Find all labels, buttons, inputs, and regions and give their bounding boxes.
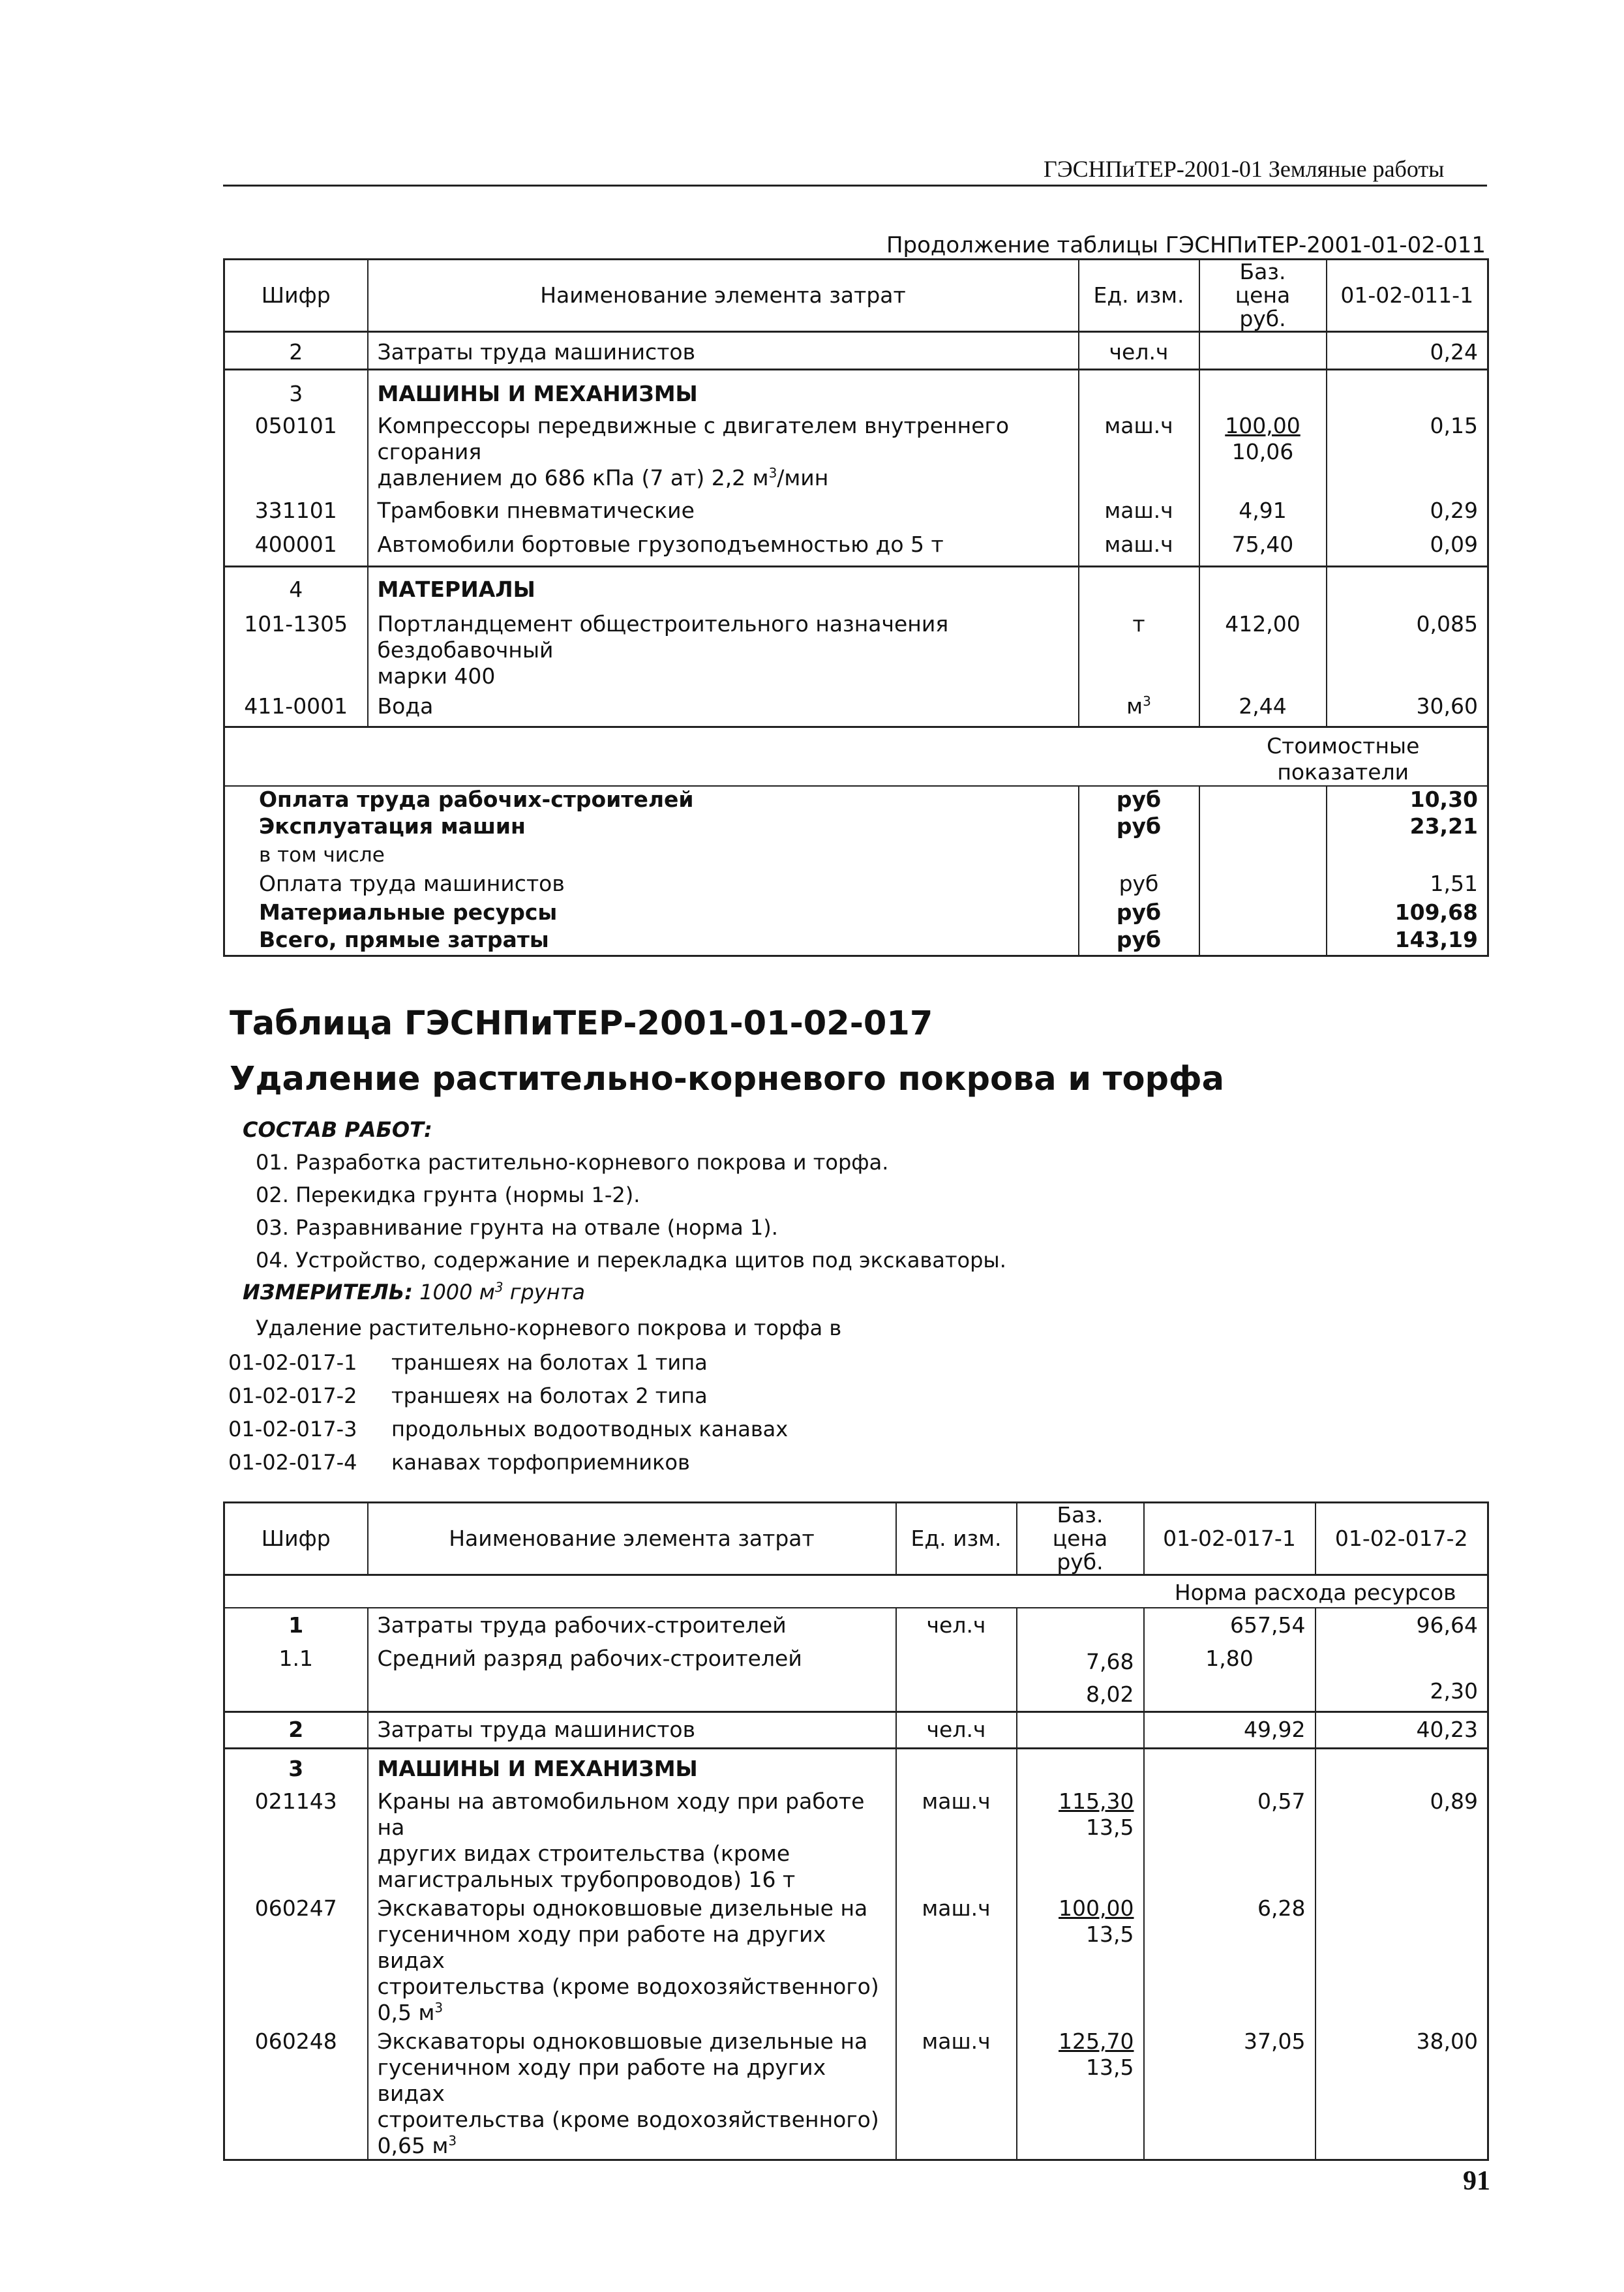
header-price-line2: руб. [1239, 306, 1286, 331]
table-row [224, 1608, 1488, 1643]
cost-unit: руб [1079, 899, 1199, 927]
cost-value: 23,21 [1409, 813, 1478, 839]
row-price [1199, 332, 1327, 370]
row-norm-2 [1316, 1893, 1488, 2026]
row-code: 060248 [224, 2026, 368, 2160]
row-name: Затраты труда машинистов [368, 1711, 896, 1748]
table-header-row [224, 260, 1488, 332]
row-norm: 0,15 [1430, 412, 1478, 438]
section-row [224, 370, 1488, 413]
table-row [224, 413, 1488, 491]
cost-unit: руб [1079, 813, 1199, 842]
row-code: 2 [224, 332, 368, 370]
page-number: 91 [1463, 2166, 1490, 2196]
measure-line [243, 1280, 585, 1304]
row-price: 100,00 10,06 [1199, 413, 1327, 491]
cost-unit: руб [1079, 871, 1199, 899]
cost-row [224, 927, 1488, 956]
table-01-02-017 [223, 1501, 1489, 2161]
table-title: Таблица ГЭСНПиТЕР-2001-01-02-017 [230, 1004, 933, 1043]
cost-unit: руб [1079, 927, 1199, 956]
cost-unit: руб [1079, 786, 1199, 813]
section-code: 3 [224, 1748, 368, 1786]
row-price: 75,40 [1199, 529, 1327, 567]
row-unit: маш.ч [1079, 491, 1199, 529]
cost-value: 109,68 [1394, 899, 1478, 925]
cost-row [224, 871, 1488, 899]
measure-value: 1000 $м^3$ грунта [419, 1279, 585, 1304]
row-code: 331101 [224, 491, 368, 529]
row-unit: чел.ч [896, 1608, 1017, 1643]
header-rule [223, 185, 1487, 187]
row-name: Затраты труда рабочих-строителей [368, 1608, 896, 1643]
table-subtitle: Удаление растительно-корневого покрова и торфа [230, 1060, 1225, 1098]
row-name: Краны на автомобильном ходу при работе на других видах строительства (кроме магистральных трубопроводов) 16 т [368, 1786, 896, 1893]
cost-row [224, 786, 1488, 813]
norm-header: Норма расхода ресурсов [1174, 1580, 1456, 1605]
row-code: 050101 [224, 413, 368, 491]
table-header-row [224, 1503, 1488, 1575]
row-norm: 0,09 [1430, 531, 1478, 557]
row-code: 1.1 [224, 1643, 368, 1712]
table-row [224, 491, 1488, 529]
row-price: 412,00 [1199, 607, 1327, 689]
section-name: МАШИНЫ И МЕХАНИЗМЫ [368, 1748, 896, 1786]
running-head: ГЭСНПиТЕР-2001-01 Земляные работы [1044, 156, 1445, 182]
variant-code: 01-02-017-4 [228, 1450, 357, 1475]
row-norm-2: 2,30 [1430, 1678, 1478, 1704]
row-name: Портландцемент общестроительного назначения бездобавочный марки 400 [368, 607, 1079, 689]
table-row [224, 1711, 1488, 1748]
row-norm-2: 40,23 [1416, 1716, 1478, 1742]
cost-label: Оплата труда рабочих-строителей [224, 786, 1079, 813]
header-name: Наименование элемента затрат [368, 1503, 896, 1575]
variants-intro: Удаление растительно-корневого покрова и торфа в [256, 1316, 842, 1340]
row-norm-2: 96,64 [1416, 1612, 1478, 1638]
section-code: 3 [224, 370, 368, 413]
header-norm: 01-02-011-1 [1340, 282, 1474, 308]
cost-label: Оплата труда машинистов [224, 871, 1079, 899]
section-row [224, 1748, 1488, 1786]
header-unit: Ед. изм. [1079, 260, 1199, 332]
header-unit: Ед. изм. [896, 1503, 1017, 1575]
work-item: 02. Перекидка грунта (нормы 1-2). [256, 1183, 640, 1207]
row-code: 101-1305 [224, 607, 368, 689]
row-norm-1: 1,80 [1144, 1643, 1316, 1712]
cost-row [224, 813, 1488, 842]
row-unit: $м^3$ [1079, 689, 1199, 727]
header-name: Наименование элемента затрат [368, 260, 1079, 332]
row-norm: 0,29 [1430, 497, 1478, 523]
variant-text: канавах торфоприемников [391, 1450, 690, 1475]
row-price: 115,30 13,5 [1017, 1786, 1144, 1893]
row-code: 1 [224, 1608, 368, 1643]
row-code: 411-0001 [224, 689, 368, 727]
row-price: 7,68 8,02 [1017, 1643, 1144, 1712]
cost-row [224, 842, 1488, 871]
row-norm: 0,085 [1416, 611, 1478, 637]
row-unit: маш.ч [896, 1893, 1017, 2026]
work-item: 01. Разработка растительно-корневого покрова и торфа. [256, 1150, 889, 1175]
table-01-02-011 [223, 258, 1489, 957]
variant-code: 01-02-017-2 [228, 1383, 357, 1408]
row-norm-1: 6,28 [1144, 1893, 1316, 2026]
table-row [224, 332, 1488, 370]
table-row [224, 1786, 1488, 1893]
header-code: Шифр [224, 1503, 368, 1575]
section-row [224, 567, 1488, 607]
cost-value: 1,51 [1430, 871, 1478, 896]
section-name: МАШИНЫ И МЕХАНИЗМЫ [368, 370, 1079, 413]
variant-code: 01-02-017-3 [228, 1417, 357, 1441]
table-row [224, 2026, 1488, 2160]
row-norm-2: 38,00 [1416, 2028, 1478, 2054]
cost-label: Материальные ресурсы [224, 899, 1079, 927]
row-norm-1: 37,05 [1144, 2026, 1316, 2160]
header-norm-1: 01-02-017-1 [1144, 1503, 1316, 1575]
continuation-label: Продолжение таблицы ГЭСНПиТЕР-2001-01-02-011 [886, 232, 1486, 258]
section-name: МАТЕРИАЛЫ [368, 567, 1079, 607]
variant-text: траншеях на болотах 2 типа [391, 1383, 708, 1408]
cost-value: 143,19 [1394, 927, 1478, 952]
variant-text: траншеях на болотах 1 типа [391, 1350, 708, 1375]
work-item: 03. Разравнивание грунта на отвале (норма 1). [256, 1215, 778, 1240]
table-row [224, 607, 1488, 689]
cost-header: Стоимостные показатели [1267, 733, 1420, 785]
table-row [224, 1893, 1488, 2026]
row-unit: чел.ч [1079, 332, 1199, 370]
row-unit: т [1079, 607, 1199, 689]
row-name: Трамбовки пневматические [368, 491, 1079, 529]
header-norm-2: 01-02-017-2 [1334, 1526, 1468, 1551]
header-price: Баз. цена руб. [1017, 1503, 1144, 1575]
measure-label: ИЗМЕРИТЕЛЬ: [243, 1280, 413, 1304]
row-name: Экскаваторы одноковшовые дизельные на гусеничном ходу при работе на других видах строительства (кроме водохозяйственного) 0,65 $м^3$ [368, 2026, 896, 2160]
row-name: Средний разряд рабочих-строителей [368, 1643, 896, 1712]
variant-code: 01-02-017-1 [228, 1350, 357, 1375]
row-unit: маш.ч [1079, 529, 1199, 567]
norm-header-row [224, 1575, 1488, 1608]
header-code: Шифр [224, 260, 368, 332]
row-price: 4,91 [1199, 491, 1327, 529]
table-row [224, 689, 1488, 727]
row-code: 021143 [224, 1786, 368, 1893]
variant-text: продольных водоотводных канавах [391, 1417, 789, 1441]
row-code: 060247 [224, 1893, 368, 2026]
row-name: Затраты труда машинистов [368, 332, 1079, 370]
row-unit: маш.ч [896, 1786, 1017, 1893]
row-code: 2 [224, 1711, 368, 1748]
work-item: 04. Устройство, содержание и перекладка щитов под экскаваторы. [256, 1248, 1006, 1273]
row-norm-1: 657,54 [1144, 1608, 1316, 1643]
row-price: 100,00 13,5 [1017, 1893, 1144, 2026]
row-unit: чел.ч [896, 1711, 1017, 1748]
works-label: СОСТАВ РАБОТ: [243, 1117, 432, 1142]
row-name: Экскаваторы одноковшовые дизельные на гусеничном ходу при работе на других видах строительства (кроме водохозяйственного) 0,5 $м^3$ [368, 1893, 896, 2026]
table-row [224, 529, 1488, 567]
table-row [224, 1643, 1488, 1712]
row-price: 125,70 13,5 [1017, 2026, 1144, 2160]
header-price [1199, 260, 1327, 332]
row-norm: 0,24 [1430, 339, 1478, 365]
row-unit: маш.ч [1079, 413, 1199, 491]
cost-unit [1079, 842, 1199, 871]
row-norm-1: 0,57 [1144, 1786, 1316, 1893]
row-norm-2: 0,89 [1430, 1788, 1478, 1814]
cost-value: 10,30 [1409, 787, 1478, 812]
row-norm-1: 49,92 [1144, 1711, 1316, 1748]
cost-label: в том числе [224, 842, 1079, 871]
cost-label: Всего, прямые затраты [224, 927, 1079, 956]
row-code: 400001 [224, 529, 368, 567]
row-price: 2,44 [1199, 689, 1327, 727]
cost-row [224, 899, 1488, 927]
cost-label: Эксплуатация машин [224, 813, 1079, 842]
cost-value [1327, 842, 1488, 871]
header-price-line1: Баз. цена [1235, 259, 1291, 308]
cost-header-row [224, 727, 1488, 787]
row-unit: маш.ч [896, 2026, 1017, 2160]
section-code: 4 [224, 567, 368, 607]
row-name: Вода [368, 689, 1079, 727]
row-norm: 30,60 [1416, 693, 1478, 719]
row-name: Компрессоры передвижные с двигателем внутреннего сгорания давлением до 686 кПа (7 ат) 2,2 $м^3$/мин [368, 413, 1079, 491]
row-name: Автомобили бортовые грузоподъемностью до 5 т [368, 529, 1079, 567]
